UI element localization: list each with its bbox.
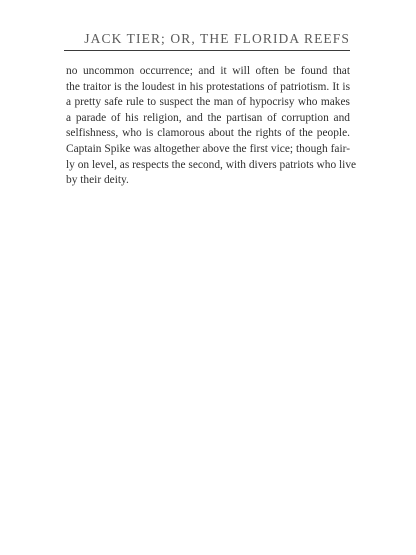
- text-line: a pretty safe rule to suspect the man of hypocrisy who makes: [66, 96, 350, 109]
- body-paragraph: [66, 64, 357, 189]
- text-line: by their deity.: [66, 174, 129, 187]
- running-head: JACK TIER; OR, THE FLORIDA REEFS: [84, 31, 350, 46]
- text-line: a parade of his religion, and the partisan of corruption and: [66, 111, 350, 124]
- text-line: ly on level, as respects the second, with divers patriots who live: [66, 158, 357, 171]
- text-line: Captain Spike was altogether above the first vice; though fair-: [66, 142, 350, 155]
- text-line: the traitor is the loudest in his protestations of patriotism. It is: [66, 80, 350, 93]
- header-rule: [64, 50, 350, 51]
- text-line: selfishness, who is clamorous about the rights of the people.: [66, 127, 350, 140]
- text-line: no uncommon occurrence; and it will often be found that: [66, 65, 350, 77]
